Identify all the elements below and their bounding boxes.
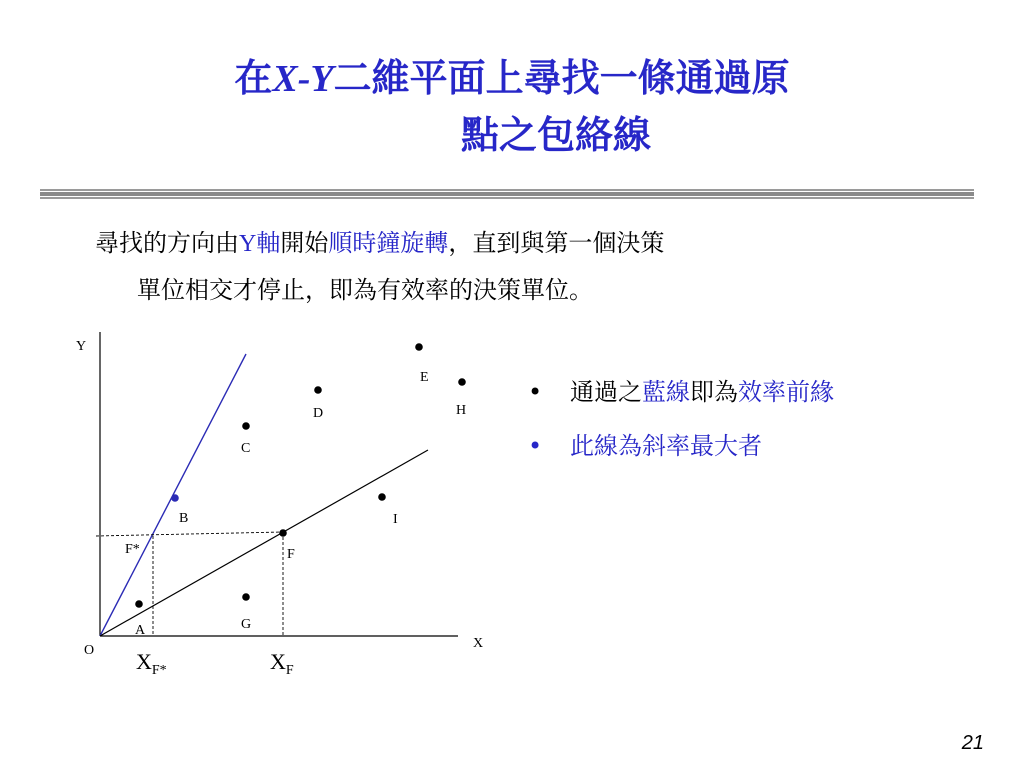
label-d: D [313, 406, 324, 421]
xf-star-label [136, 649, 167, 678]
body-y-axis: Y [239, 231, 257, 257]
label-b: B [179, 511, 189, 526]
black-ray-line [100, 450, 428, 636]
xf-star-main: X [136, 649, 152, 674]
point-e [415, 343, 423, 351]
point-b [171, 494, 179, 502]
title-line2: 點之包絡線 [460, 112, 651, 157]
label-i: I [393, 512, 398, 527]
bullet-1-c: 即為 [690, 378, 738, 406]
body-part3: ，直到與第一個決策 [448, 229, 665, 257]
title-rest: 二維平面上尋找一條通過原 [333, 55, 790, 100]
point-i [378, 493, 386, 501]
title-xy: X-Y [272, 58, 334, 100]
bullet-1-d: 效率前緣 [738, 378, 834, 406]
page-number: 21 [961, 732, 984, 754]
xf-sub: F [285, 663, 294, 678]
label-f: F [287, 547, 295, 562]
point-h [458, 378, 466, 386]
f-star-label: F* [125, 542, 140, 557]
bullet-2-text: 此線為斜率最大者 [570, 432, 762, 460]
point-g [242, 593, 250, 601]
body-part1: 尋找的方向由 [95, 229, 239, 257]
body-axis-char: 軸 [256, 229, 281, 257]
axis-x-label: X [473, 636, 484, 651]
label-h: H [456, 403, 467, 418]
axis-y-label: Y [76, 339, 87, 354]
xf-main: X [270, 649, 286, 674]
bullet-dot: • [528, 378, 543, 406]
body-part2: 開始 [280, 229, 329, 257]
dashed-f-horizontal [96, 532, 283, 536]
label-g: G [241, 617, 252, 632]
xf-star-sub: F* [151, 663, 167, 678]
bullet-1-b: 藍線 [642, 378, 690, 406]
origin-label: O [84, 643, 95, 658]
point-d [314, 386, 322, 394]
bullet-dot: • [528, 432, 543, 460]
point-a [135, 600, 143, 608]
body-rotation: 順時鐘旋轉 [328, 229, 449, 257]
xf-label [270, 649, 294, 678]
bullet-1-a: 通過之 [570, 378, 642, 406]
label-a: A [135, 623, 146, 638]
body-line2: 單位相交才停止，即為有效率的決策單位。 [137, 276, 593, 304]
point-c [242, 422, 250, 430]
title-prefix: 在 [234, 55, 273, 100]
point-f [279, 529, 287, 537]
label-e: E [420, 370, 429, 385]
label-c: C [241, 441, 251, 456]
